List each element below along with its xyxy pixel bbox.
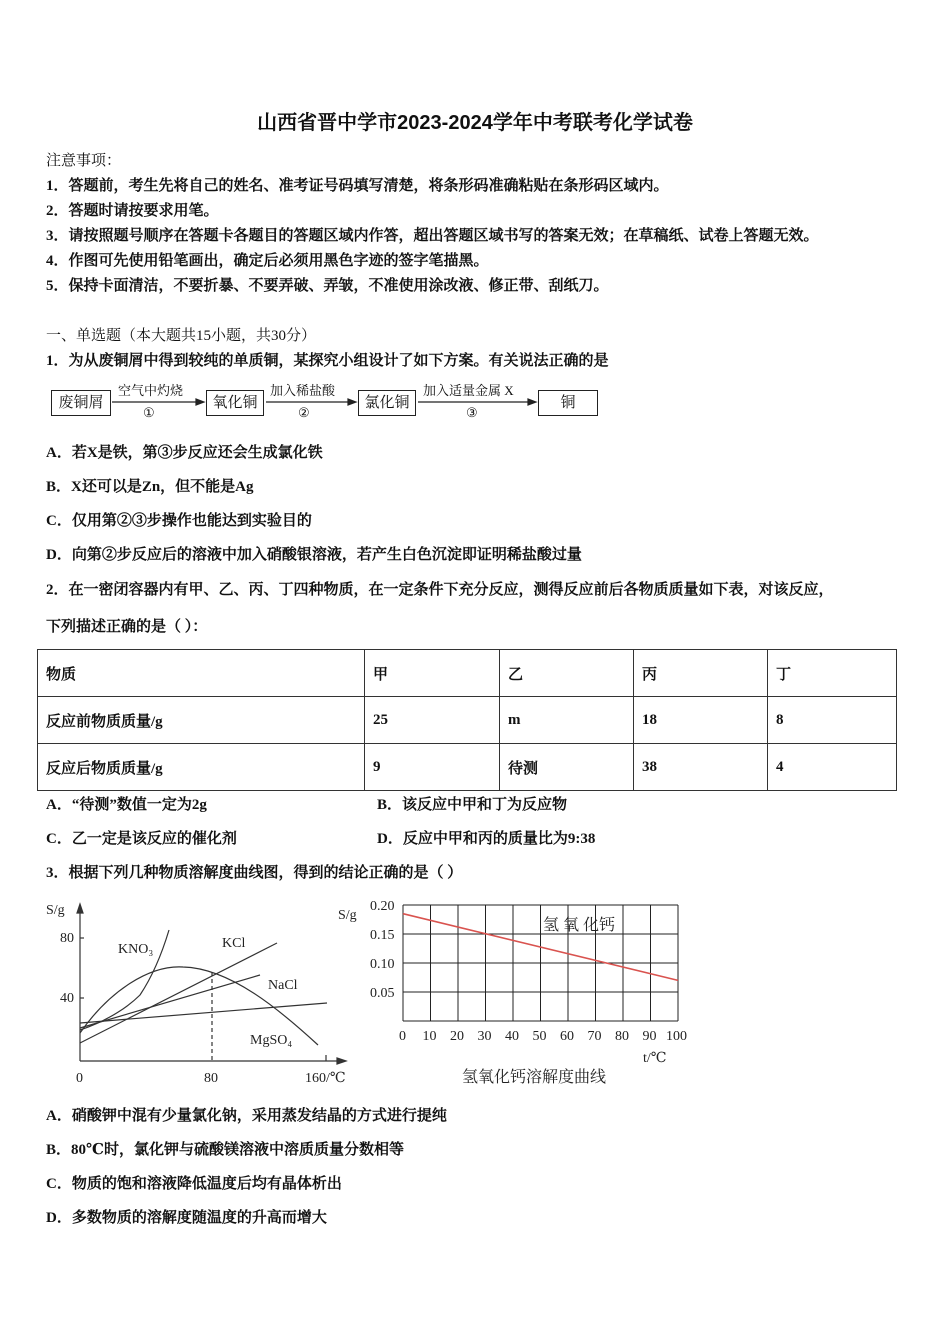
table-header: 丙 [634, 650, 768, 697]
q3-option-b: B．80℃时，氯化钾与硫酸镁溶液中溶质质量分数相等 [46, 1142, 404, 1158]
table-cell: 25 [365, 697, 500, 744]
x-tick: 30 [477, 1029, 492, 1044]
notice-item: 2．答题时请按要求用笔。 [46, 203, 219, 219]
y-tick: 0.15 [370, 928, 395, 943]
flow-box: 氯化铜 [358, 390, 416, 416]
kcl-curve [80, 943, 277, 1043]
q1-option-c: C．仅用第②③步操作也能达到实验目的 [46, 513, 312, 529]
table-header: 乙 [500, 650, 634, 697]
q2-option-c: C．乙一定是该反应的催化剂 [46, 831, 237, 847]
mass-table [37, 649, 897, 791]
table-cell: 4 [768, 744, 897, 791]
question-3-stem: 3．根据下列几种物质溶解度曲线图，得到的结论正确的是（ ） [46, 865, 463, 881]
section-heading: 一、单选题（本大题共15小题，共30分） [46, 328, 317, 344]
x-tick: 80 [615, 1029, 629, 1044]
x-tick: 0 [399, 1029, 406, 1044]
flow-arrow-label: 空气中灼烧 [118, 383, 184, 398]
y-tick: 40 [60, 991, 74, 1006]
x-tick: 160/℃ [305, 1071, 346, 1086]
y-tick: 0.05 [370, 986, 395, 1001]
flow-box: 废铜屑 [51, 390, 111, 416]
notice-heading: 注意事项： [46, 153, 122, 169]
table-cell: m [500, 697, 634, 744]
flow-step-number: ① [143, 405, 155, 420]
y-axis-label: S/g [46, 903, 65, 918]
q2-option-b: B．该反应中甲和丁为反应物 [377, 797, 568, 813]
chart-caption: 氢氧化钙溶解度曲线 [462, 1069, 607, 1086]
q1-option-b: B．X还可以是Zn，但不能是Ag [46, 479, 254, 495]
flow-step-number: ③ [466, 405, 478, 420]
x-tick: 80 [204, 1071, 218, 1086]
flow-arrows [0, 0, 950, 440]
q3-option-d: D．多数物质的溶解度随温度的升高而增大 [46, 1210, 327, 1226]
solubility-curves-chart [0, 880, 370, 1095]
notice-item: 4．作图可先使用铅笔画出，确定后必须用黑色字迹的签字笔描黑。 [46, 253, 489, 269]
q2-option-a: A．“待测”数值一定为2g [46, 797, 207, 813]
flow-box: 氧化铜 [206, 390, 264, 416]
table-cell: 9 [365, 744, 500, 791]
x-tick: 60 [560, 1029, 574, 1044]
calcium-hydroxide-chart [330, 890, 710, 1090]
x-tick: 20 [450, 1029, 464, 1044]
question-2-stem-cont: 下列描述正确的是（ ）： [46, 619, 208, 635]
table-row [38, 697, 897, 744]
x-tick: 0 [76, 1071, 83, 1086]
q1-option-d: D．向第②步反应后的溶液中加入硝酸银溶液，若产生白色沉淀即证明稀盐酸过量 [46, 547, 582, 563]
flow-arrow-label: 加入稀盐酸 [270, 383, 336, 398]
table-header: 丁 [768, 650, 897, 697]
y-tick: 0.20 [370, 899, 395, 914]
x-tick: 50 [532, 1029, 547, 1044]
x-tick: 90 [642, 1029, 657, 1044]
y-axis-arrow [77, 904, 83, 913]
table-cell: 反应前物质质量/g [38, 697, 365, 744]
notice-item: 1．答题前，考生先将自己的姓名、准考证号码填写清楚，将条形码准确粘贴在条形码区域内。 [46, 178, 669, 194]
x-tick: 100 [666, 1029, 687, 1044]
table-cell: 18 [634, 697, 768, 744]
table-row [38, 744, 897, 791]
table-cell: 反应后物质质量/g [38, 744, 365, 791]
page-title: 山西省晋中学市2023-2024学年中考联考化学试卷 [257, 112, 693, 134]
q3-option-c: C．物质的饱和溶液降低温度后均有晶体析出 [46, 1176, 342, 1192]
y-tick: 80 [60, 931, 74, 946]
table-cell: 待测 [500, 744, 634, 791]
notice-item: 3．请按照题号顺序在答题卡各题目的答题区域内作答，超出答题区域书写的答案无效；在草稿纸、试卷上答题无效。 [46, 228, 819, 244]
y-tick: 0.10 [370, 957, 395, 972]
x-tick: 70 [587, 1029, 602, 1044]
x-tick: 40 [505, 1029, 519, 1044]
table-header: 物质 [38, 650, 365, 697]
q3-option-a: A．硝酸钾中混有少量氯化钠，采用蒸发结晶的方式进行提纯 [46, 1108, 447, 1124]
y-axis-label: S/g [338, 908, 357, 923]
series-label: 氢 氧 化钙 [543, 917, 616, 934]
curve-label-nacl: NaCl [268, 978, 298, 993]
q2-option-d: D．反应中甲和丙的质量比为9:38 [377, 831, 596, 847]
notice-item: 5．保持卡面清洁，不要折暴、不要弄破、弄皱，不准使用涂改液、修正带、刮纸刀。 [46, 278, 609, 294]
question-1-stem: 1．为从废铜屑中得到较纯的单质铜，某探究小组设计了如下方案。有关说法正确的是 [46, 353, 609, 369]
table-header: 甲 [365, 650, 500, 697]
flow-arrow-label: 加入适量金属 X [423, 383, 514, 398]
curve-label-mgso4: MgSO₄ [250, 1033, 293, 1048]
q1-option-a: A．若X是铁，第③步反应还会生成氯化铁 [46, 445, 323, 461]
flow-box: 铜 [538, 390, 598, 416]
table-cell: 8 [768, 697, 897, 744]
curve-label-kcl: KCl [222, 936, 246, 951]
x-axis-unit: t/℃ [643, 1051, 667, 1066]
x-tick: 10 [422, 1029, 437, 1044]
flow-step-number: ② [298, 405, 310, 420]
table-cell: 38 [634, 744, 768, 791]
table-header-row [38, 650, 897, 697]
curve-label-kno3: KNO₃ [118, 942, 154, 957]
question-2-stem: 2．在一密闭容器内有甲、乙、丙、丁四种物质，在一定条件下充分反应，测得反应前后各物质质量如下表，对该反应， [46, 582, 834, 598]
